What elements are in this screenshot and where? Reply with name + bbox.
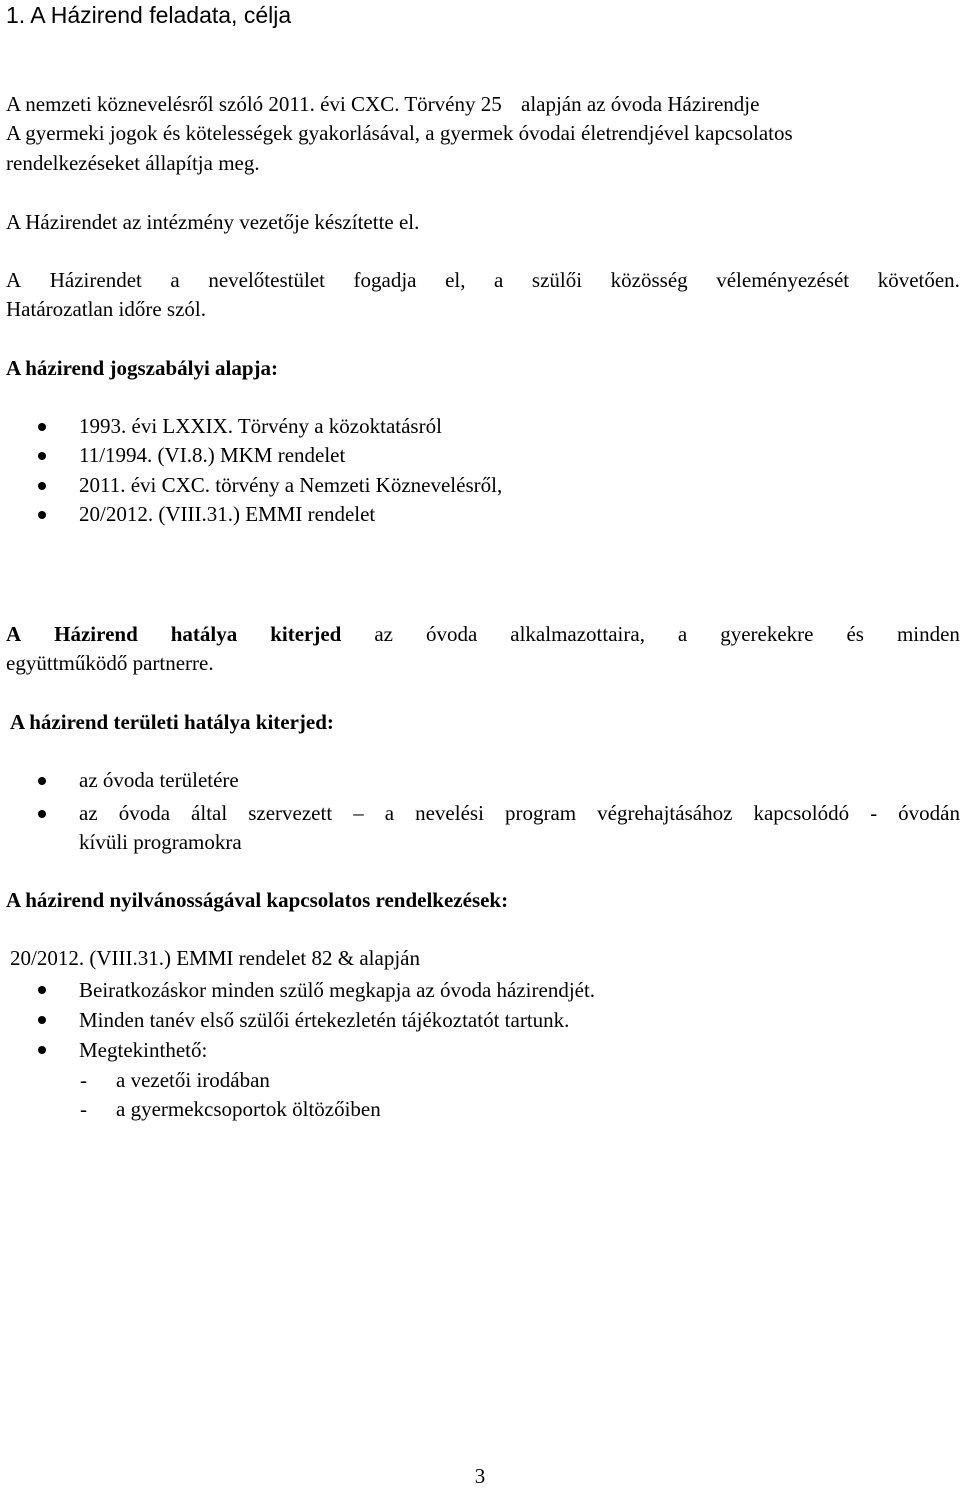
word: hatálya: [170, 622, 238, 646]
intro-line-1-text: A nemzeti köznevelésről szóló 2011. évi CXC. Törvény 25: [6, 92, 507, 116]
word: az: [374, 622, 393, 646]
publicity-basis: 20/2012. (VIII.31.) EMMI rendelet 82 & alapján: [10, 946, 420, 970]
bullet-icon: [38, 986, 46, 994]
publicity-item-1: Beiratkozáskor minden szülő megkapja az óvoda házirendjét.: [79, 978, 596, 1002]
publicity-title: A házirend nyilvánosságával kapcsolatos rendelkezések:: [6, 888, 509, 912]
paragraph-adopted-line-2: Határozatlan időre szól.: [6, 297, 206, 321]
intro-line-3: rendelkezéseket állapítja meg.: [6, 151, 260, 175]
bullet-icon: [38, 777, 46, 785]
word: a: [494, 268, 504, 292]
word: a: [170, 268, 180, 292]
word: a: [677, 622, 688, 646]
territorial-title: A házirend területi hatálya kiterjed:: [10, 710, 334, 734]
word: óvoda: [118, 801, 171, 825]
legal-basis-item-2: 11/1994. (VI.8.) MKM rendelet: [79, 443, 346, 467]
word: által: [191, 801, 228, 825]
section-heading: 1. A Házirend feladata, célja: [6, 2, 292, 28]
bullet-icon: [38, 511, 46, 519]
bullet-icon: [38, 810, 46, 818]
dash-marker: -: [80, 1068, 87, 1092]
publicity-item-3: Megtekinthető:: [79, 1038, 208, 1062]
word: Házirend: [54, 622, 138, 646]
bullet-icon: [38, 1016, 46, 1024]
bullet-icon: [38, 423, 46, 431]
word: végrehajtásához: [597, 801, 733, 825]
word: és: [846, 622, 864, 646]
intro-line-2: A gyermeki jogok és kötelességek gyakorlásával, a gyermek óvodai életrendjével kapcsolatos: [6, 121, 793, 145]
page-number: 3: [474, 1464, 486, 1488]
word: minden: [896, 622, 960, 646]
word: az: [79, 801, 98, 825]
word: szervezett: [248, 801, 333, 825]
intro-line-1-suffix: alapján az óvoda Házirendje: [521, 92, 760, 116]
word: nevelőtestület: [208, 268, 325, 292]
word: óvodán: [898, 801, 960, 825]
word: A: [6, 622, 22, 646]
publicity-sub-item-1: a vezetői irodában: [116, 1068, 270, 1092]
word: program: [504, 801, 577, 825]
word: követően.: [877, 268, 960, 292]
paragraph-adopted-line-1: [6, 270, 960, 291]
legal-basis-item-4: 20/2012. (VIII.31.) EMMI rendelet: [79, 502, 376, 526]
word: -: [870, 801, 878, 825]
word: alkalmazottaira,: [510, 622, 645, 646]
word: Házirendet: [49, 268, 142, 292]
bullet-icon: [38, 1046, 46, 1054]
word: közösség: [610, 268, 688, 292]
legal-basis-title: A házirend jogszabályi alapja:: [6, 356, 279, 380]
territorial-item-1: az óvoda területére: [79, 768, 239, 792]
word: véleményezését: [716, 268, 850, 292]
word: kiterjed: [270, 622, 342, 646]
word: szülői: [531, 268, 583, 292]
bullet-icon: [38, 482, 46, 490]
word: a: [384, 801, 395, 825]
paragraph-prepared: A Házirendet az intézmény vezetője készítette el.: [6, 210, 420, 234]
word: –: [353, 801, 364, 825]
scope-line-1: [6, 624, 960, 645]
word: kapcsolódó: [753, 801, 850, 825]
legal-basis-item-1: 1993. évi LXXIX. Törvény a közoktatásról: [79, 414, 442, 438]
word: óvoda: [425, 622, 478, 646]
word: fogadja: [353, 268, 417, 292]
intro-line-1: [6, 94, 759, 115]
territorial-item-2-line-1: [79, 803, 960, 824]
publicity-sub-item-2: a gyermekcsoportok öltözőiben: [116, 1097, 381, 1121]
word: A: [6, 268, 22, 292]
word: el,: [445, 268, 466, 292]
word: gyerekekre: [720, 622, 814, 646]
legal-basis-item-3: 2011. évi CXC. törvény a Nemzeti Köznevelésről,: [79, 473, 503, 497]
publicity-item-2: Minden tanév első szülői értekezletén tájékoztatót tartunk.: [79, 1008, 570, 1032]
word: nevelési: [415, 801, 484, 825]
scope-line-2: együttműködő partnerre.: [6, 651, 214, 675]
territorial-item-2-line-2: kívüli programokra: [79, 830, 242, 854]
bullet-icon: [38, 452, 46, 460]
dash-marker: -: [80, 1097, 87, 1121]
